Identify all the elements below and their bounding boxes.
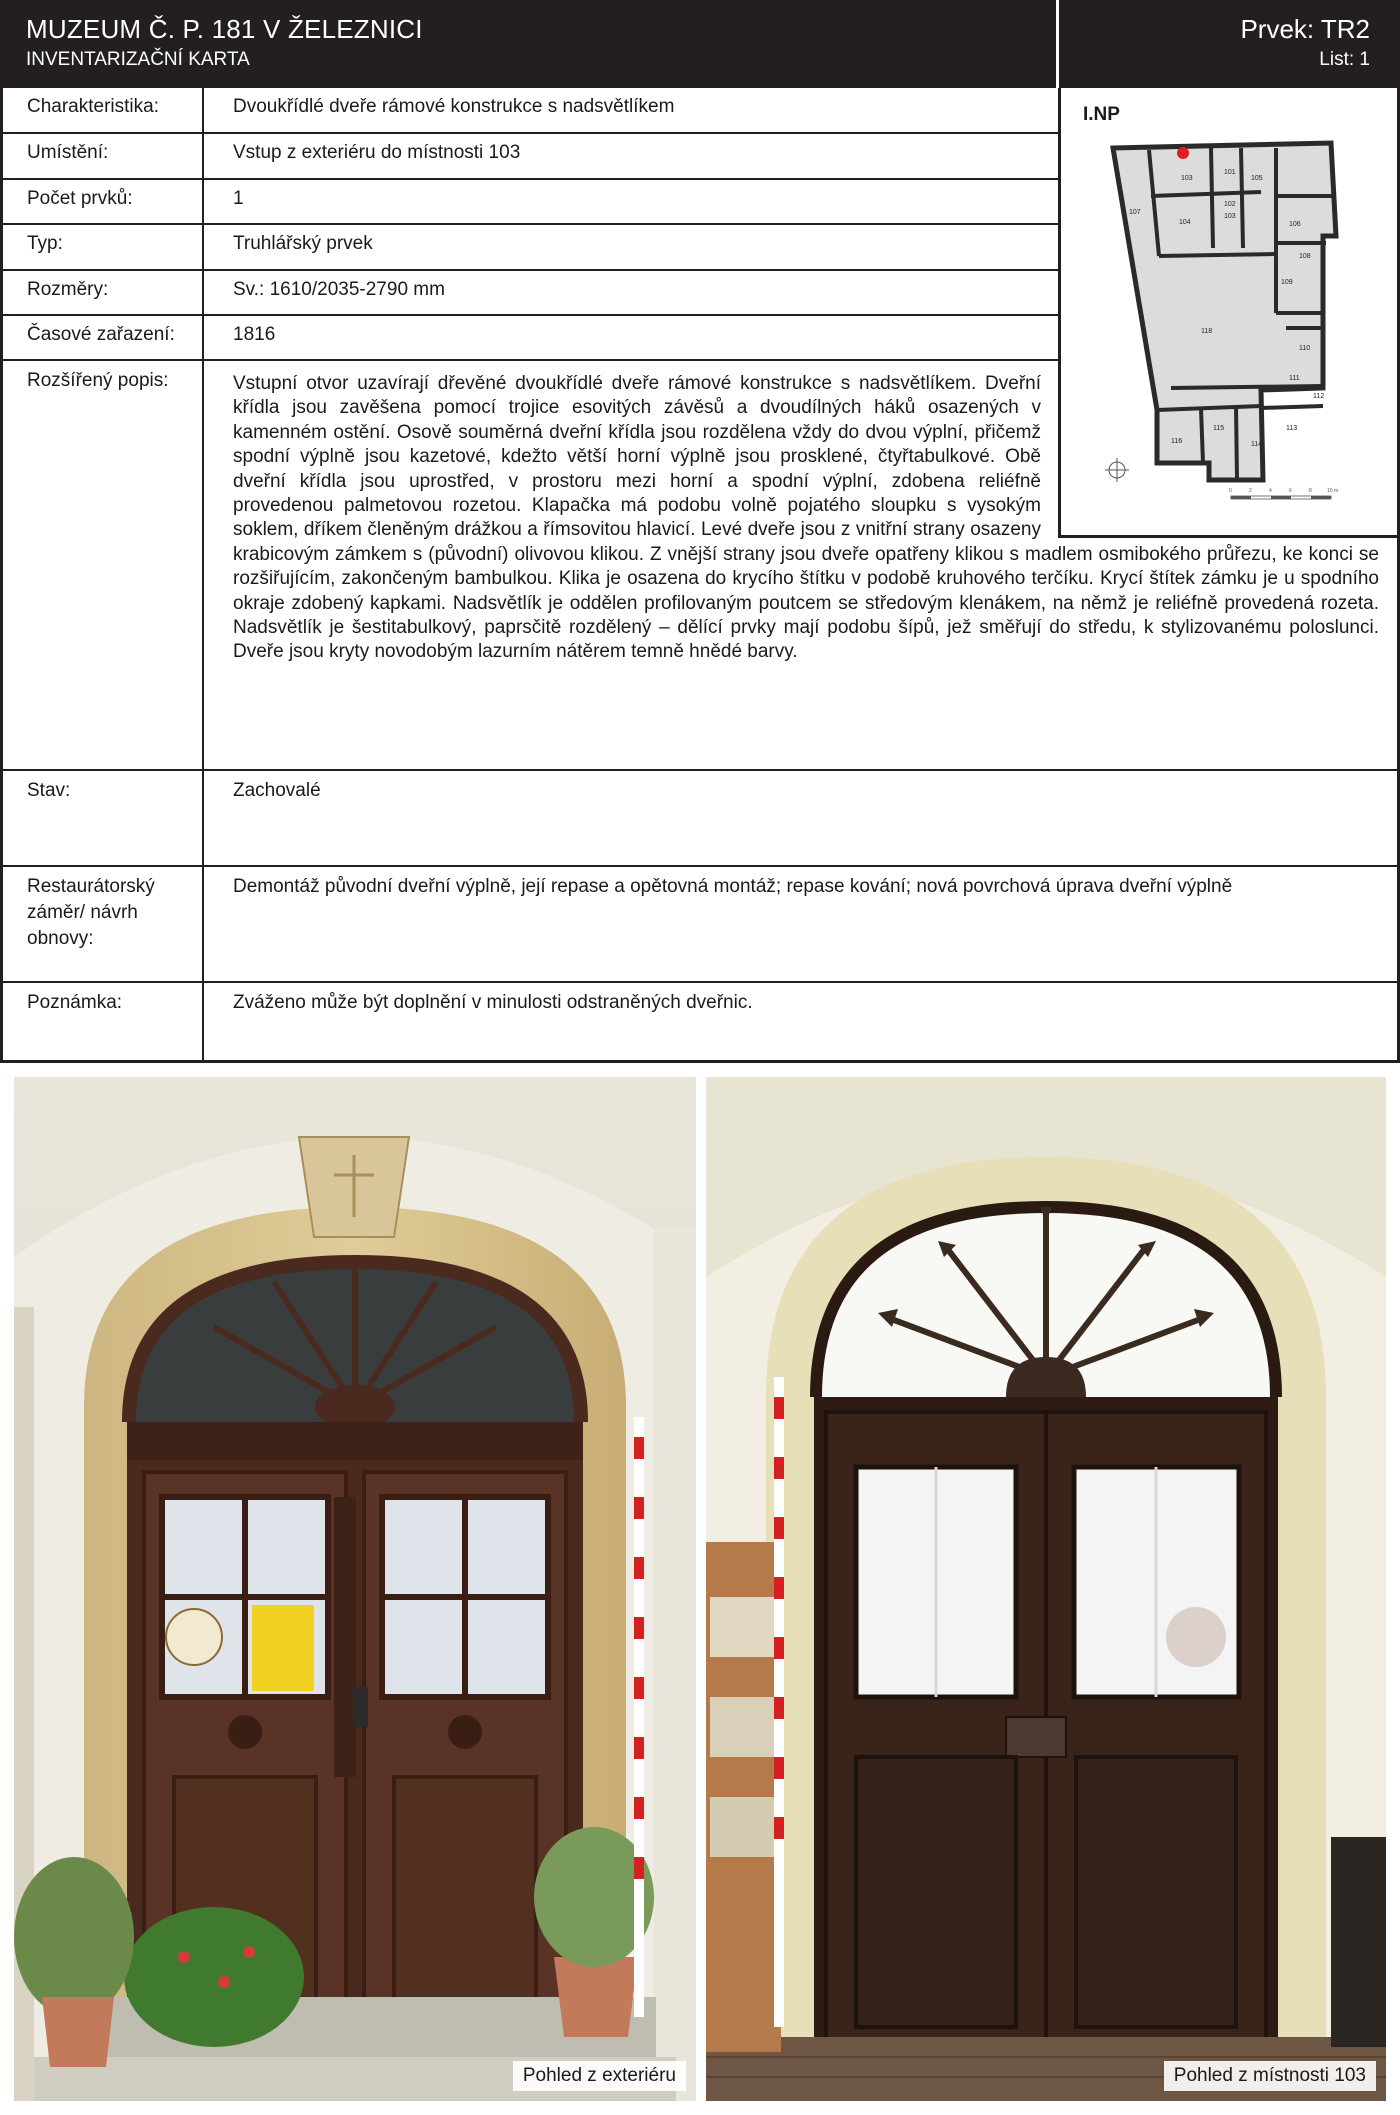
label-charakteristika: Charakteristika: (27, 96, 159, 117)
svg-text:10 m: 10 m (1327, 488, 1339, 494)
row-line (3, 269, 1061, 271)
room-label: 103 (1181, 175, 1193, 182)
room-label: 116 (1171, 438, 1183, 445)
room-label: 118 (1201, 328, 1213, 335)
north-arrow-icon (1105, 458, 1129, 482)
room-label: 108 (1299, 253, 1311, 260)
room-label: 112 (1313, 393, 1325, 400)
element-code: Prvek: TR2 (1240, 14, 1370, 44)
room-label: 101 (1224, 169, 1236, 176)
row-line (3, 314, 1061, 316)
card-header (0, 0, 1400, 88)
room-label: 106 (1289, 221, 1301, 228)
row-line (3, 223, 1061, 225)
exterior-door-illustration (14, 1077, 696, 2101)
label-typ: Typ: (27, 233, 63, 254)
svg-text:2: 2 (1249, 488, 1252, 494)
value-rozmery: Sv.: 1610/2035-2790 mm (233, 279, 445, 300)
row-line (3, 359, 1061, 361)
room-label: 114 (1251, 441, 1263, 448)
interior-door-illustration (706, 1077, 1386, 2101)
room-label: 103 (1224, 213, 1236, 220)
header-divider (1056, 0, 1059, 88)
row-line (3, 178, 1061, 180)
room-label: 115 (1213, 425, 1225, 432)
value-pocet: 1 (233, 188, 244, 209)
room-label: 110 (1299, 345, 1311, 352)
label-pocet: Počet prvků: (27, 188, 133, 209)
value-casove-zarazeni: 1816 (233, 324, 276, 345)
room-label: 102 (1224, 201, 1236, 208)
floor-label: I.NP (1083, 104, 1120, 125)
room-label: 113 (1286, 425, 1298, 432)
label-stav: Stav: (27, 780, 71, 801)
value-umisteni: Vstup z exteriéru do místnosti 103 (233, 142, 521, 163)
photo-exterior (14, 1077, 696, 2101)
label-restauratorsky-zamer: Restaurátorský záměr/ návrh obnovy: (27, 876, 155, 949)
row-line (3, 769, 1400, 771)
room-label: 111 (1289, 375, 1300, 382)
column-divider (202, 88, 204, 1060)
sheet-number: List: 1 (1319, 49, 1370, 70)
room-label: 107 (1129, 209, 1141, 216)
description-text: Vstupní otvor uzavírají dřevěné dvoukřídlé dveře rámové konstrukce s nadsvětlíkem. Dveřní křídla jsou zavěšena pomocí trojice esovitých závěsů a dvoudílných háků osazených v kamenném ostění. Osově souměrná dveřní křídla jsou rozdělena vždy do dvou výplní, přičemž spodní výplně jsou kazetové, kdežto větší horní výplně jsou prosklené, čtyřtabulkové. Obě dveřní křídla jsou uprostřed, v prostoru mezi horní a spodní výplní, zdobena reliéfně provedenou palmetovou rozetou. Klapačka má podobu volně pojatého sloupku s vysokým soklem, dříkem členěným drážkou a římsovitou hlavicí. Levé dveře jsou z vnitřní strany osazeny krabicovým zámkem s (původní) olivovou klikou. Z vnější strany jsou dveře opatřeny klikou s madlem osmibokého průřezu, ke konci se rozšiřujícím, zakončeným bambulkou. Klika je osazena do krycího štítku v podobě kruhového terčíku. Krycí štítek zámku je u spodního okraje zdobený kapkami. Nadsvětlík je oddělen profilovaným poutcem se středovým klenákem, na němž je reliéfně provedená rozeta. Nadsvětlík je šestitabulkový, paprsčitě rozdělený – dělící prvky mají podobu šípů, jež směřují do středu, k stylizovanému poloslunci. Dveře jsou kryty novodobým lazurním nátěrem temně hnědé barvy. (233, 373, 1379, 663)
label-casove-zarazeni: Časové zařazení: (27, 324, 175, 345)
svg-text:6: 6 (1289, 488, 1292, 494)
photo-interior (706, 1077, 1386, 2101)
svg-text:8: 8 (1309, 488, 1312, 494)
floor-plan-drawing (1061, 88, 1397, 535)
value-typ: Truhlářský prvek (233, 233, 373, 254)
floor-plan-panel (1058, 88, 1400, 538)
caption-interior: Pohled z místnosti 103 (1164, 2061, 1376, 2091)
card-subtitle: INVENTARIZAČNÍ KARTA (26, 49, 250, 70)
row-line (3, 865, 1400, 867)
museum-title: MUZEUM Č. P. 181 V ŽELEZNICI (26, 14, 423, 44)
scale-bar (1229, 488, 1338, 499)
value-stav: Zachovalé (233, 780, 321, 801)
value-charakteristika: Dvoukřídlé dveře rámové konstrukce s nadsvětlíkem (233, 96, 675, 117)
label-rozmery: Rozměry: (27, 279, 109, 300)
label-poznamka: Poznámka: (27, 992, 123, 1013)
svg-text:0: 0 (1229, 488, 1232, 494)
row-line (3, 981, 1400, 983)
caption-exterior: Pohled z exteriéru (513, 2061, 686, 2091)
row-line (3, 132, 1061, 134)
label-rozsireny-popis: Rozšířený popis: (27, 370, 169, 391)
label-umisteni: Umístění: (27, 142, 109, 163)
value-restauratorsky-zamer: Demontáž původní dveřní výplně, její repase a opětovná montáž; repase kování; nová povrchová úprava dveřní výplně (233, 876, 1233, 897)
room-label: 105 (1251, 175, 1263, 182)
room-label: 104 (1179, 219, 1191, 226)
svg-text:4: 4 (1269, 488, 1272, 494)
location-marker-icon (1177, 147, 1189, 159)
room-label: 109 (1281, 279, 1293, 286)
value-poznamka: Zváženo může být doplnění v minulosti odstraněných dveřnic. (233, 992, 753, 1013)
